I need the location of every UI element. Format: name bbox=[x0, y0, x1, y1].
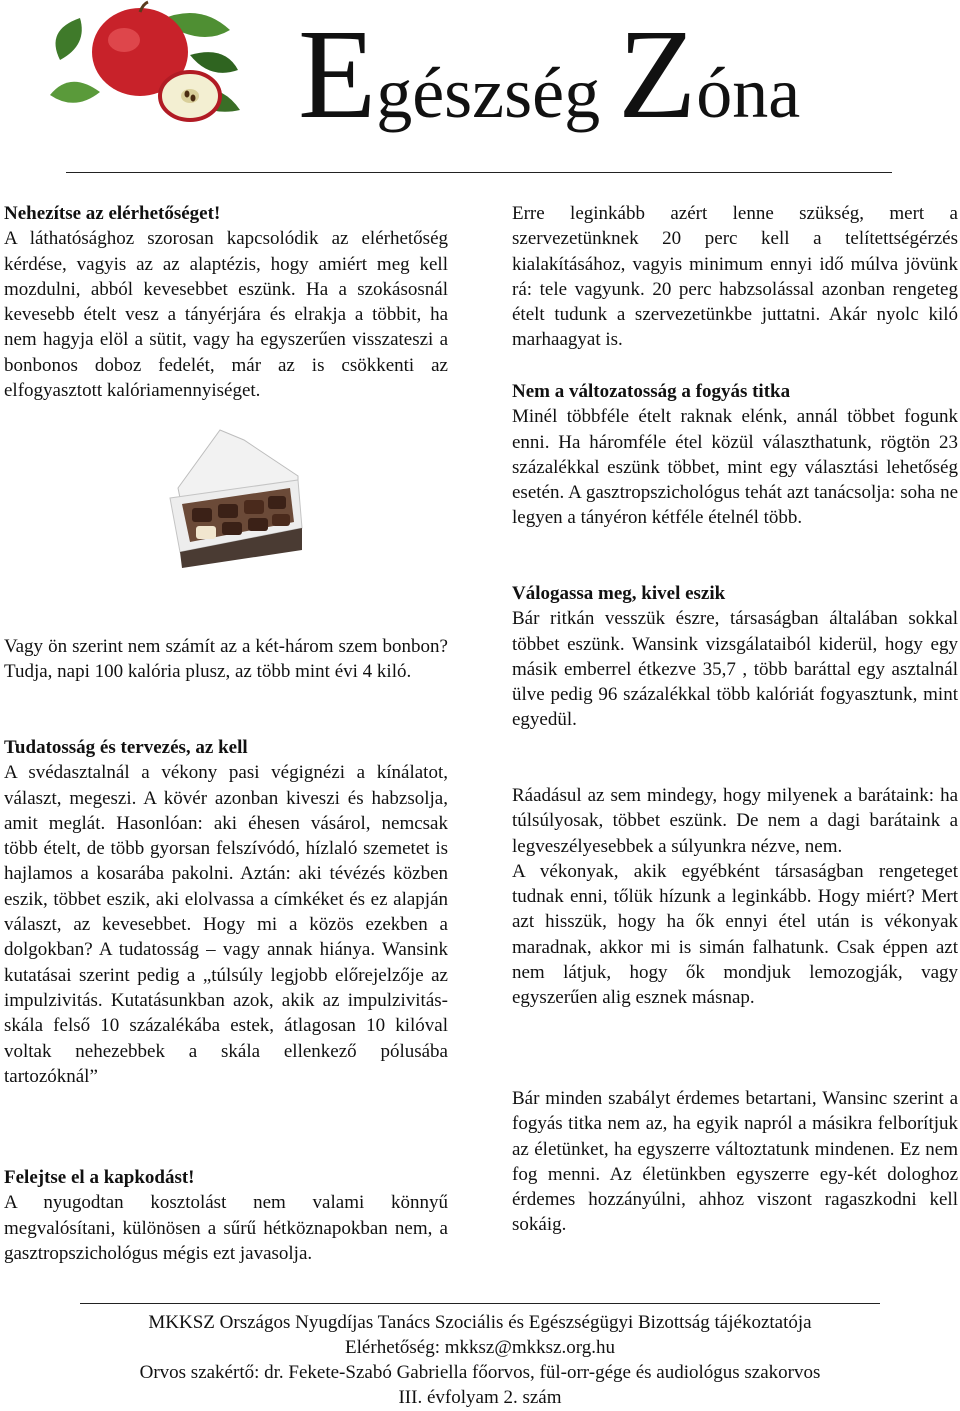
footer bbox=[0, 1310, 960, 1410]
apple-logo-icon bbox=[40, 0, 246, 122]
section-text: Erre leginkább azért lenne szükség, mert a szervezetünknek 20 perc kell a telítettségérzés kialakításához, vagyis minimum ennyi idő múlva jövünk rá: tele vagyunk. 20 perc habzsolással azonban rengeteg ételt tudunk a szervezetünkbe juttatni. Akár nyolc kiló marhaagyat is. bbox=[512, 203, 958, 351]
footer-issue: III. évfolyam 2. szám bbox=[398, 1387, 562, 1408]
section-valtozatossag bbox=[512, 379, 958, 531]
section-text: A vékonyak, akik egyébként társaságban rengeteget tudnak enni, tőlük hízunk a leginkább. Hogy miért? Mert azt hisszük, hogy ha ők ennyi étel után is vékonyak maradnak, akkor mi is simán falhatunk. Csak éppen azt nem látjuk, hogy ők mondjuk lemozogják, vagy egyszerűen alig esznek másnap. bbox=[512, 860, 958, 1009]
section-heading: Felejtse el a kapkodást! bbox=[4, 1167, 195, 1188]
section-text: Minél többféle ételt raknak elénk, annál többet fogunk enni. Ha háromféle étel közül választhatunk, rögtön 23 százalékkal eszünk többet, mint egy választási lehetőség esetén. A gasztropszichológus tehát azt tanácsolja: soha ne legyen a tányéron kétféle ételnél több. bbox=[512, 406, 958, 529]
section-elerhetoseg bbox=[4, 201, 448, 403]
page-title bbox=[298, 3, 898, 145]
section-szabalyok bbox=[512, 1086, 958, 1238]
section-text: Ráadásul az sem mindegy, hogy milyenek a barátaink: ha túlsúlyosak, többet eszünk. De nem a dagi barátaink a legveszélyesebbek a súlyunkra nézve, nem. bbox=[512, 785, 958, 857]
section-text: A nyugodtan kosztolást nem valami könnyű megvalósítani, különösen a sűrű hétköznapokban nem, a gasztropszichológus mégis ezt javasolja. bbox=[4, 1192, 448, 1264]
chocolate-box-icon bbox=[160, 428, 306, 568]
section-baratok bbox=[512, 783, 958, 1011]
section-kapkodas bbox=[4, 1165, 448, 1266]
title-rest-1: gészség bbox=[376, 53, 619, 133]
section-bonbon bbox=[4, 634, 448, 685]
section-tarsasag bbox=[512, 581, 958, 733]
section-text: Bár minden szabályt érdemes betartani, Wansinc szerint a fogyás titka nem az, ha egyik napról a másikra felborítjuk az életünket, ha egyszerre változtatunk mindenen. Ez nem fog menni. Az életünkben egyszerre egy-két dologhoz érdemes hozzányúlni, ahhoz viszont ragaszkodni kell sokáig. bbox=[512, 1088, 958, 1236]
section-heading: Nehezítse az elérhetőséget! bbox=[4, 203, 221, 224]
section-text: Bár ritkán vesszük észre, társaságban általában sokkal többet eszünk. Wansink vizsgálataiból kiderül, hogy egy másik emberrel étkezve 35,7 , több baráttal egy asztalnál ülve pedig 96 százalékkal több kalóriát fogyasztunk, mint egyedül. bbox=[512, 608, 958, 731]
footer-divider bbox=[80, 1303, 880, 1304]
section-text: A láthatósághoz szorosan kapcsolódik az elérhetőség kérdése, vagyis az az alaptézis, hogy amiért meg kell mozdulni, abból kevesebbet eszünk. Ha a szokásosnál kevesebb ételt vesz a tányérjára és elrakja a többit, ha nem hagyja elöl a sütit, vagy ha egyszerűen visszateszi a bonbonos doboz fedelét, már az is csökkenti az elfogyasztott kalóriamennyiséget. bbox=[4, 228, 448, 402]
section-heading: Válogassa meg, kivel eszik bbox=[512, 583, 726, 604]
footer-publisher: MKKSZ Országos Nyugdíjas Tanács Szociális és Egészségügyi Bizottság tájékoztatója bbox=[148, 1312, 812, 1333]
section-telitettseg bbox=[512, 201, 958, 353]
title-rest-2: óna bbox=[696, 53, 801, 133]
title-cap-z: Z bbox=[618, 3, 697, 145]
footer-expert: Orvos szakértő: dr. Fekete-Szabó Gabriella főorvos, fül-orr-gége és audiológus szakorvos bbox=[139, 1362, 821, 1383]
section-text: A svédasztalnál a vékony pasi végignézi a kínálatot, választ, megeszi. A kövér azonban kiveszi és habzsolja, amit meglát. Hasonlóan: aki éhesen vásárol, nemcsak több ételt, de több gyorsan felszívódó, hízlaló szemetet is hajlamos a kosarába pakolni. Aztán: aki tévézés közben eszik, többet eszik, aki elolvassa a címkéket és ez alapján választ, az kevesebbet. Hogy mi a közös ezekben a dolgokban? A tudatosság – vagy annak hiánya. Wansink kutatásai szerint pedig a „túlsúly legjobb előrejelzője az impulzivitás. Kutatásunkban azok, akik az impulzivitás-skála felső 10 százalékába estek, átlagosan 10 kilóval voltak nehezebbek a skála ellenkező pólusába tartozóknál” bbox=[4, 762, 448, 1087]
section-text: Vagy ön szerint nem számít az a két-három szem bonbon? Tudja, napi 100 kalória plusz, az több mint évi 4 kiló. bbox=[4, 636, 448, 683]
section-tudatossag bbox=[4, 735, 448, 1089]
title-cap-e: E bbox=[298, 3, 377, 145]
footer-contact: Elérhetőség: mkksz@mkksz.org.hu bbox=[345, 1337, 615, 1358]
section-heading: Nem a változatosság a fogyás titka bbox=[512, 381, 791, 402]
header-divider bbox=[66, 172, 892, 173]
section-heading: Tudatosság és tervezés, az kell bbox=[4, 737, 248, 758]
